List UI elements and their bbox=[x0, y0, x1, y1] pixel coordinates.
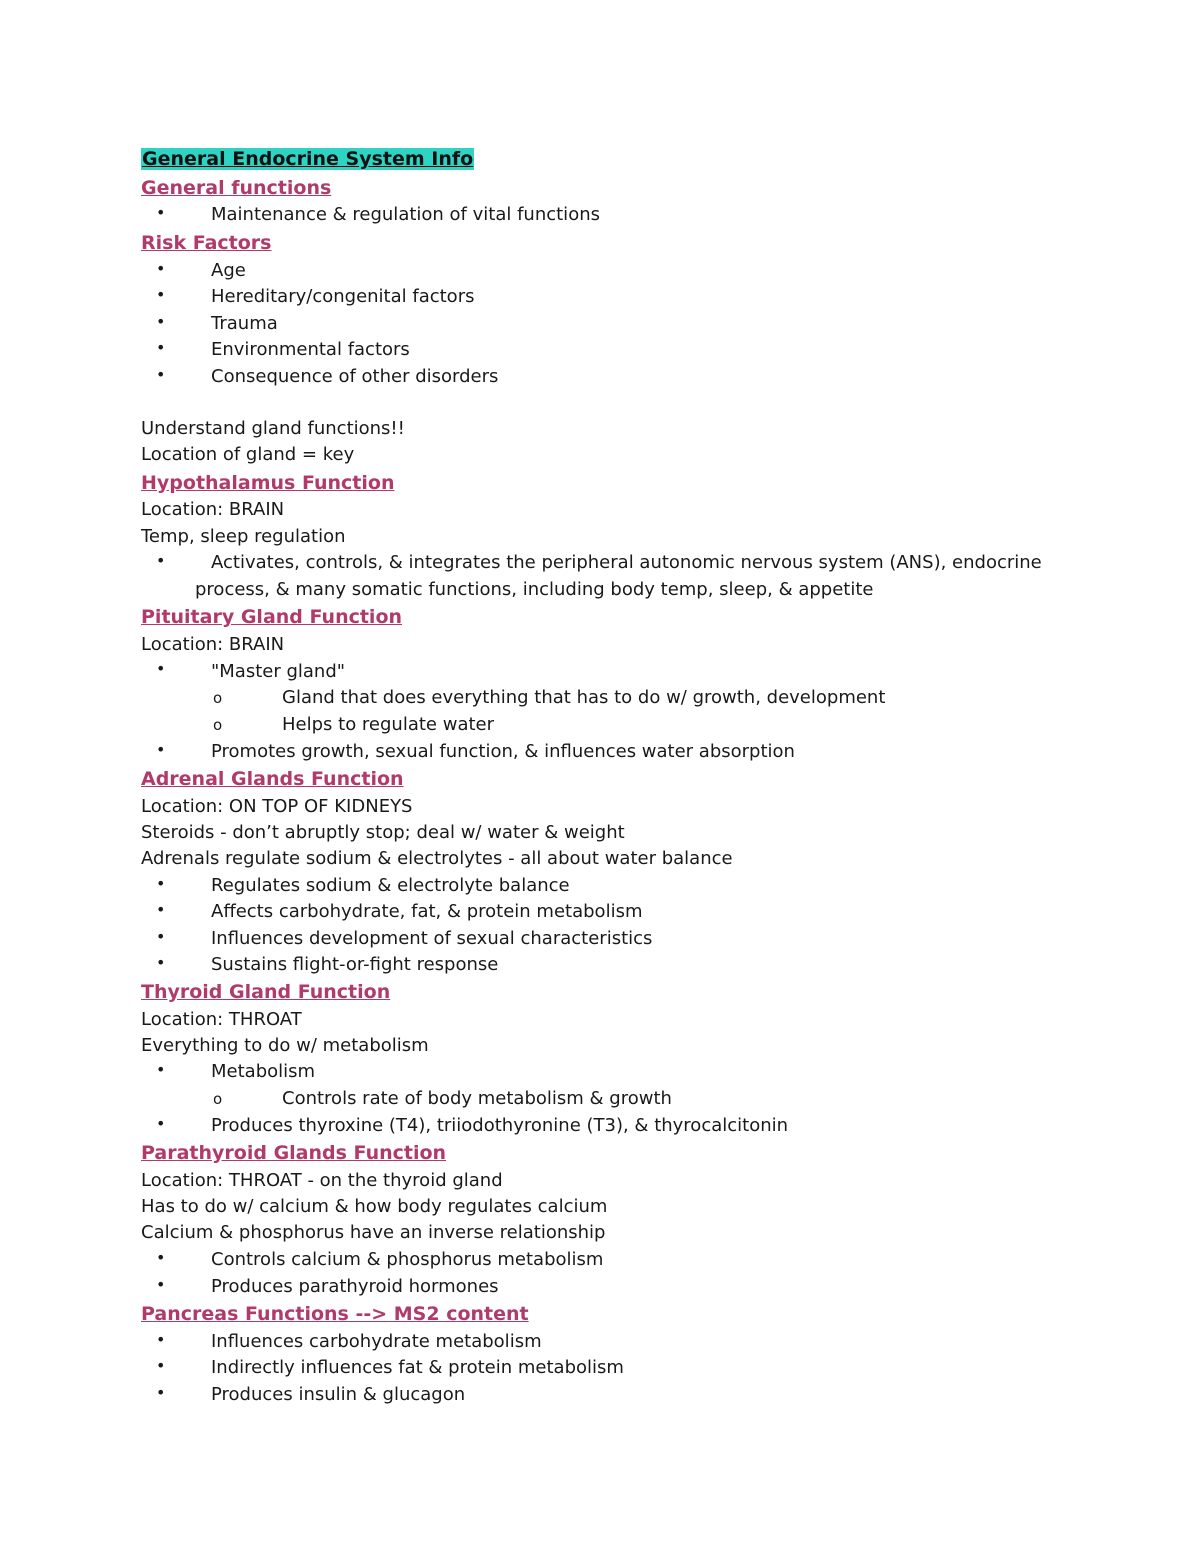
heading-pancreas bbox=[141, 1303, 529, 1326]
list-item: Sustains flight-or-fight response bbox=[211, 954, 499, 975]
heading-text: Pancreas Functions --> MS2 content bbox=[141, 1303, 529, 1325]
bullet-icon: • bbox=[156, 659, 166, 678]
location-line: Location: THROAT - on the thyroid gland bbox=[141, 1170, 503, 1191]
heading-general-functions bbox=[141, 177, 331, 200]
bullet-icon: • bbox=[156, 1356, 166, 1375]
list-item: Influences development of sexual characteristics bbox=[211, 928, 653, 949]
bullet-icon: • bbox=[156, 740, 166, 759]
bullet-icon: • bbox=[156, 285, 166, 304]
bullet-icon: • bbox=[156, 312, 166, 331]
bullet-icon: • bbox=[156, 927, 166, 946]
note-line: Everything to do w/ metabolism bbox=[141, 1035, 429, 1056]
sub-bullet-icon: o bbox=[213, 716, 223, 734]
bullet-icon: • bbox=[156, 1275, 166, 1294]
list-item: Metabolism bbox=[211, 1061, 316, 1082]
bullet-icon: • bbox=[156, 1060, 166, 1079]
heading-parathyroid bbox=[141, 1142, 446, 1165]
sub-bullet-icon: o bbox=[213, 1090, 223, 1108]
location-line: Location: THROAT bbox=[141, 1009, 302, 1030]
bullet-icon: • bbox=[156, 259, 166, 278]
location-line: Location: BRAIN bbox=[141, 499, 285, 520]
list-item: Promotes growth, sexual function, & influences water absorption bbox=[211, 741, 795, 762]
bullet-icon: • bbox=[156, 1383, 166, 1402]
bullet-icon: • bbox=[156, 900, 166, 919]
location-line: Location: BRAIN bbox=[141, 634, 285, 655]
list-item: Regulates sodium & electrolyte balance bbox=[211, 875, 570, 896]
bullet-icon: • bbox=[156, 874, 166, 893]
heading-thyroid bbox=[141, 981, 390, 1004]
list-item: Produces parathyroid hormones bbox=[211, 1276, 499, 1297]
list-item: Hereditary/congenital factors bbox=[211, 286, 475, 307]
bullet-icon: • bbox=[156, 1248, 166, 1267]
bullet-icon: • bbox=[156, 1330, 166, 1349]
list-item: Produces thyroxine (T4), triiodothyronine (T3), & thyrocalcitonin bbox=[211, 1115, 789, 1136]
heading-adrenal bbox=[141, 768, 404, 791]
bullet-icon: • bbox=[156, 365, 166, 384]
list-item: Trauma bbox=[211, 313, 278, 334]
sub-bullet-icon: o bbox=[213, 689, 223, 707]
note-line: Adrenals regulate sodium & electrolytes - all about water balance bbox=[141, 848, 733, 869]
note-line: Location of gland = key bbox=[141, 444, 355, 465]
heading-text: Thyroid Gland Function bbox=[141, 981, 391, 1003]
bullet-icon: • bbox=[156, 953, 166, 972]
list-item: Produces insulin & glucagon bbox=[211, 1384, 466, 1405]
heading-text: Hypothalamus Function bbox=[141, 472, 395, 494]
sub-list-item: Helps to regulate water bbox=[282, 714, 495, 735]
heading-pituitary bbox=[141, 606, 402, 629]
note-line: Temp, sleep regulation bbox=[141, 526, 346, 547]
heading-text: General functions bbox=[141, 177, 332, 199]
list-item: Maintenance & regulation of vital functions bbox=[211, 204, 600, 225]
note-line: Steroids - don’t abruptly stop; deal w/ water & weight bbox=[141, 822, 625, 843]
heading-risk-factors bbox=[141, 232, 271, 255]
heading-text: Pituitary Gland Function bbox=[141, 606, 403, 628]
list-item-continuation: process, & many somatic functions, including body temp, sleep, & appetite bbox=[195, 579, 874, 600]
heading-hypothalamus bbox=[141, 472, 394, 495]
list-item: Environmental factors bbox=[211, 339, 410, 360]
document-title: General Endocrine System Info bbox=[142, 148, 474, 170]
list-item: Affects carbohydrate, fat, & protein metabolism bbox=[211, 901, 643, 922]
location-line: Location: ON TOP OF KIDNEYS bbox=[141, 796, 413, 817]
sub-list-item: Controls rate of body metabolism & growth bbox=[282, 1088, 672, 1109]
note-line: Calcium & phosphorus have an inverse relationship bbox=[141, 1222, 606, 1243]
heading-text: Adrenal Glands Function bbox=[141, 768, 404, 790]
list-item: Consequence of other disorders bbox=[211, 366, 499, 387]
heading-text: Risk Factors bbox=[141, 232, 272, 254]
bullet-icon: • bbox=[156, 338, 166, 357]
bullet-icon: • bbox=[156, 551, 166, 570]
list-item: "Master gland" bbox=[211, 661, 346, 682]
note-line: Has to do w/ calcium & how body regulates calcium bbox=[141, 1196, 608, 1217]
list-item: Indirectly influences fat & protein metabolism bbox=[211, 1357, 624, 1378]
list-item: Influences carbohydrate metabolism bbox=[211, 1331, 542, 1352]
heading-text: Parathyroid Glands Function bbox=[141, 1142, 447, 1164]
bullet-icon: • bbox=[156, 1114, 166, 1133]
sub-list-item: Gland that does everything that has to do w/ growth, development bbox=[282, 687, 886, 708]
list-item: Controls calcium & phosphorus metabolism bbox=[211, 1249, 604, 1270]
list-item: Age bbox=[211, 260, 246, 281]
bullet-icon: • bbox=[156, 203, 166, 222]
note-line: Understand gland functions!! bbox=[141, 418, 405, 439]
document-title-line bbox=[141, 148, 474, 171]
list-item: Activates, controls, & integrates the peripheral autonomic nervous system (ANS), endocrine bbox=[211, 552, 1042, 573]
